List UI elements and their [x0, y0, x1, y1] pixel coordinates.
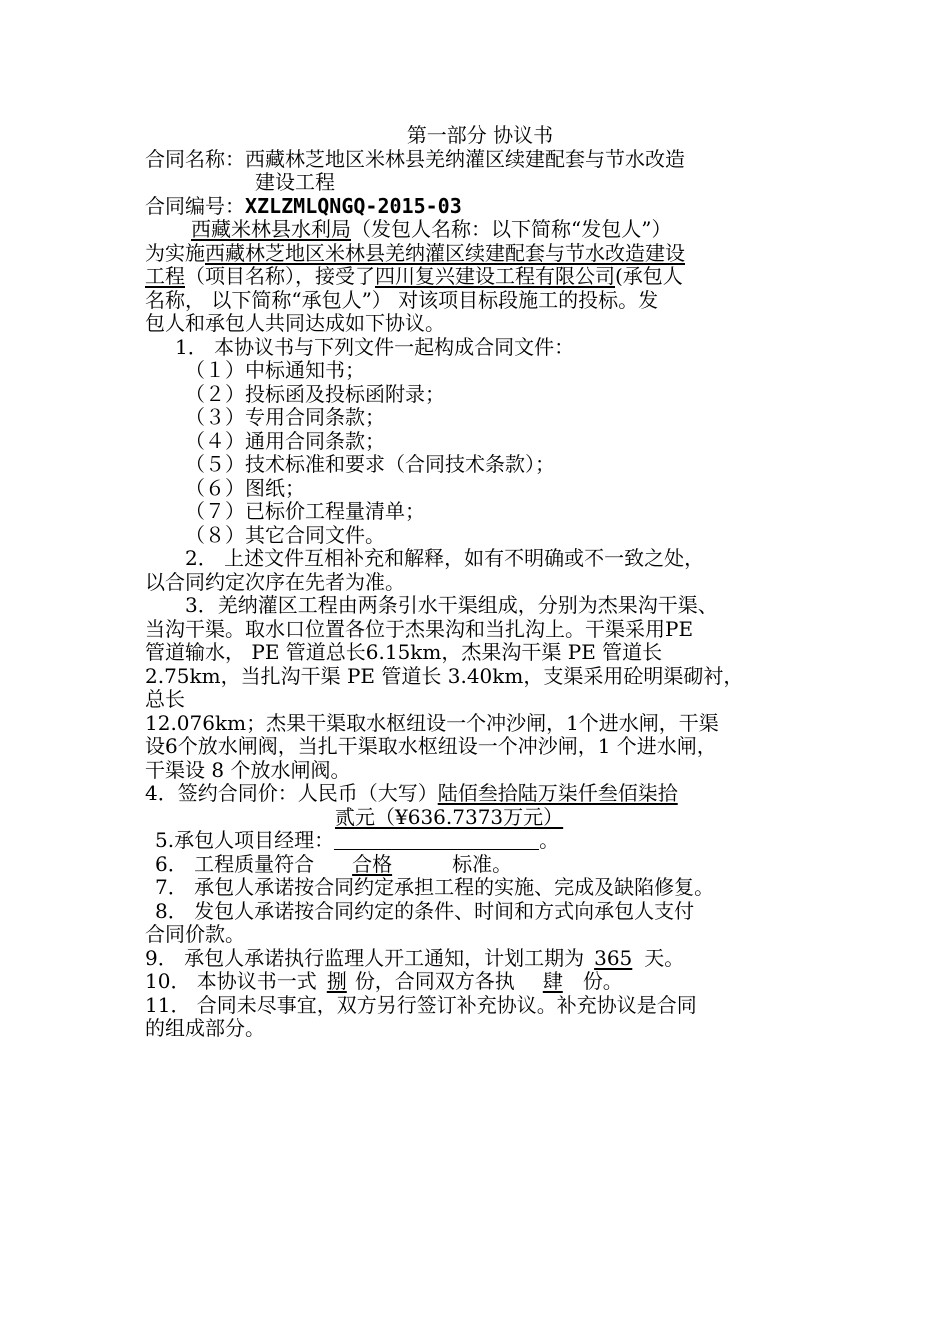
contractor-note: (承包人 — [615, 264, 683, 288]
item-7: 7． 承包人承诺按合同约定承担工程的实施、完成及缺陷修复。 — [155, 875, 715, 899]
contractor-name: 四川复兴建设工程有限公司 — [375, 264, 615, 288]
item-6-prefix: 6． 工程质量符合 — [155, 851, 315, 876]
item-9-prefix: 9． 承包人承诺执行监理人开工通知，计划工期为 — [145, 945, 585, 970]
item-8-line-1: 8． 发包人承诺按合同约定的条件、时间和方式向承包人支付 — [155, 898, 695, 923]
item-3-line: 3．羌纳灌区工程由两条引水干渠组成，分别为杰果沟干渠、 — [185, 593, 718, 617]
item-8-line-2: 合同价款。 — [145, 922, 245, 946]
item-9-suffix: 天。 — [644, 945, 685, 970]
item-3-line: 12.076km；杰果干渠取水枢纽设一个冲沙闸，1个进水闸，干渠 — [145, 710, 719, 735]
item-3-line: 当沟干渠。取水口位置各位于杰果沟和当扎沟上。干渠采用PE — [145, 616, 694, 641]
intro-line-5: 包人和承包人共同达成如下协议。 — [145, 311, 445, 335]
contract-number: XZLZMLQNGQ-2015-03 — [245, 193, 462, 218]
agreement-document — [145, 124, 815, 1041]
construction-period: 365 — [594, 945, 633, 970]
project-note: （项目名称），接受了 — [185, 264, 375, 288]
contract-name-label: 合同名称： — [145, 146, 245, 171]
doc-item: （６）图纸； — [185, 475, 305, 500]
intro-line-2 — [145, 242, 815, 266]
item-5 — [145, 829, 815, 853]
intro-line-1 — [145, 218, 815, 242]
item-6 — [145, 853, 815, 877]
project-manager-blank — [334, 831, 539, 850]
item-11-line-2: 的组成部分。 — [145, 1016, 265, 1040]
contract-price-words: 陆佰叁拾陆万柒仟叁佰柒拾 — [437, 781, 678, 805]
intro-line-3 — [145, 265, 815, 289]
item-4-line-1 — [145, 782, 815, 806]
doc-item: （１）中标通知书； — [185, 358, 365, 382]
item-4-line-2 — [145, 806, 815, 830]
contract-name-row — [145, 148, 815, 172]
item-10-suffix: 份。 — [582, 969, 623, 993]
item-2-line-2: 以合同约定次序在先者为准。 — [145, 569, 405, 594]
doc-item: （２）投标函及投标函附录； — [185, 381, 445, 406]
item-5-end: 。 — [539, 828, 560, 852]
item-2-line-1: 2． 上述文件互相补充和解释，如有不明确或不一致之处， — [185, 546, 705, 570]
contract-number-label: 合同编号： — [145, 193, 245, 218]
employer-note: （发包人名称：以下简称“发包人”） — [351, 217, 672, 241]
copies-each: 肆 — [542, 969, 563, 993]
item-4-prefix: 4．签约合同价：人民币（大写） — [145, 781, 438, 805]
item-9 — [145, 947, 815, 971]
quality-standard: 合格 — [352, 851, 393, 876]
item-10-prefix: 10． 本协议书一式 — [145, 969, 317, 993]
contract-name-line2: 建设工程 — [255, 170, 335, 194]
item-5-label: 5.承包人项目经理： — [155, 828, 335, 852]
item-11-line-1: 11． 合同未尽事宜，双方另行签订补充协议。补充协议是合同 — [145, 992, 697, 1017]
doc-item: （３）专用合同条款； — [185, 405, 385, 429]
item-3-line: 2.75km，当扎沟干渠 PE 管道长 3.40km，支渠采用砼明渠砌衬， — [145, 663, 744, 688]
contract-price-amount: 贰元（¥636.7373万元） — [335, 804, 564, 829]
project-name: 西藏林芝地区米林县羌纳灌区续建配套与节水改造建设 — [205, 240, 685, 265]
contract-name-value: 西藏林芝地区米林县羌纳灌区续建配套与节水改造 — [245, 146, 685, 171]
doc-item: （７）已标价工程量清单； — [185, 499, 425, 523]
item-6-suffix: 标准。 — [452, 851, 513, 876]
intro-line-4: 名称， 以下简称“承包人”） 对该项目标段施工的投标。发 — [145, 287, 659, 312]
contract-number-row — [145, 195, 815, 219]
employer-name: 西藏米林县水利局 — [191, 217, 351, 241]
total-copies: 捌 — [326, 969, 347, 993]
item-3-line: 管道输水， PE 管道总长6.15km，杰果沟干渠 PE 管道长 — [145, 640, 663, 664]
item-10 — [145, 970, 815, 994]
item-3-line: 干渠设 8 个放水闸阀。 — [145, 757, 351, 782]
doc-item: （５）技术标准和要求（合同技术条款）； — [185, 452, 555, 476]
doc-item: （４）通用合同条款； — [185, 428, 385, 453]
item-3-line: 设6个放水闸阀，当扎干渠取水枢纽设一个冲沙闸，1 个进水闸， — [145, 734, 717, 758]
item-1: 1． 本协议书与下列文件一起构成合同文件： — [175, 334, 575, 359]
project-name-tail: 工程 — [145, 264, 185, 288]
intro-for-prefix: 为实施 — [145, 240, 205, 265]
doc-item: （８）其它合同文件。 — [185, 522, 385, 547]
item-3-line: 总长 — [145, 687, 185, 711]
page-title: 第一部分 协议书 — [406, 123, 554, 147]
item-10-mid: 份，合同双方各执 — [354, 969, 515, 993]
